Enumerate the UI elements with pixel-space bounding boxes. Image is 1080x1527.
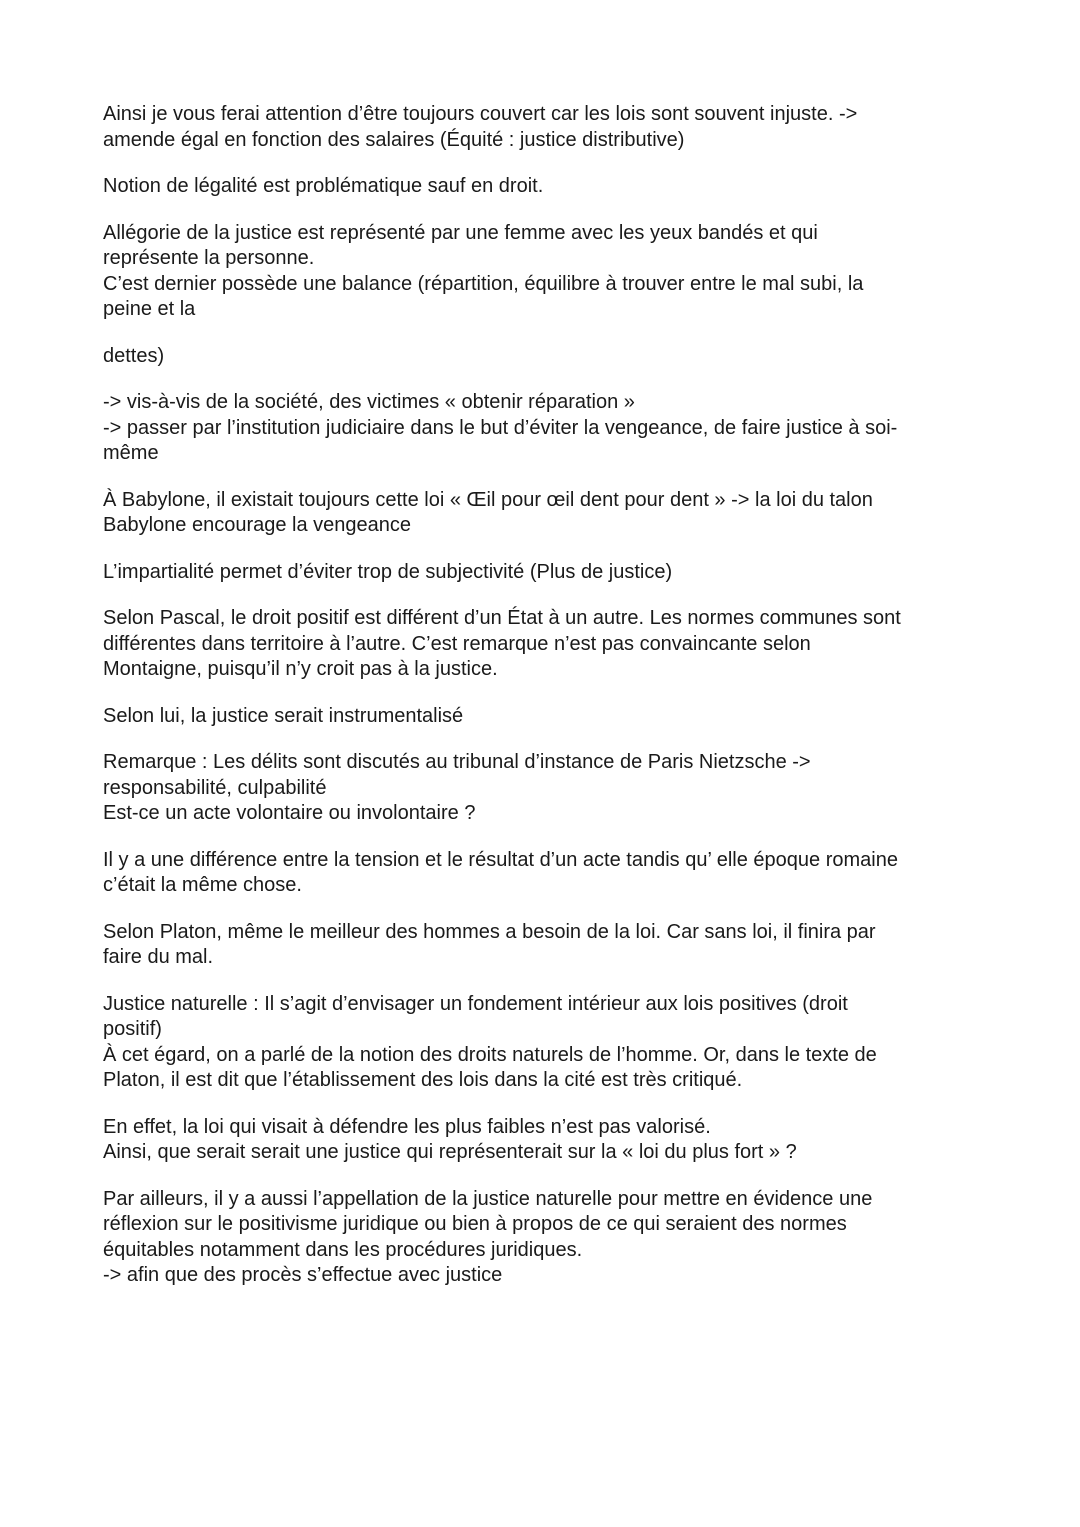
paragraph-9 bbox=[103, 704, 1003, 730]
text-line: Ainsi je vous ferai attention d’être toujours couvert car les lois sont souvent injuste. -> bbox=[103, 103, 858, 125]
paragraph-15 bbox=[103, 1187, 1003, 1289]
paragraph-11 bbox=[103, 848, 1003, 899]
text-line: réflexion sur le positivisme juridique ou bien à propos de ce qui seraient des normes bbox=[103, 1213, 847, 1235]
text-line: équitables notamment dans les procédures juridiques. bbox=[103, 1238, 583, 1261]
text-line: même bbox=[103, 442, 159, 464]
text-line: Par ailleurs, il y a aussi l’appellation de la justice naturelle pour mettre en évidence une bbox=[103, 1187, 873, 1210]
paragraph-13 bbox=[103, 992, 1003, 1094]
document-page bbox=[103, 102, 1003, 1310]
text-line: Remarque : Les délits sont discutés au tribunal d’instance de Paris Nietzsche -> bbox=[103, 751, 811, 773]
text-line: Platon, il est dit que l’établissement des lois dans la cité est très critiqué. bbox=[103, 1069, 743, 1091]
text-line: c’était la même chose. bbox=[103, 874, 302, 896]
paragraph-7 bbox=[103, 560, 1003, 586]
text-line: -> passer par l’institution judiciaire dans le but d’éviter la vengeance, de faire justice à soi- bbox=[103, 416, 898, 439]
paragraph-10 bbox=[103, 750, 1003, 827]
text-line: -> afin que des procès s’effectue avec justice bbox=[103, 1264, 503, 1286]
text-line: Justice naturelle : Il s’agit d’envisager un fondement intérieur aux lois positives (droit bbox=[103, 992, 848, 1015]
text-line: En effet, la loi qui visait à défendre les plus faibles n’est pas valorisé. bbox=[103, 1115, 711, 1138]
text-line: À cet égard, on a parlé de la notion des droits naturels de l’homme. Or, dans le texte de bbox=[103, 1043, 877, 1066]
paragraph-1 bbox=[103, 102, 1003, 153]
paragraph-4 bbox=[103, 344, 1003, 370]
text-line: positif) bbox=[103, 1018, 162, 1040]
text-line: -> vis-à-vis de la société, des victimes « obtenir réparation » bbox=[103, 391, 635, 413]
paragraph-6 bbox=[103, 488, 1003, 539]
text-line: représente la personne. bbox=[103, 247, 315, 269]
paragraph-8 bbox=[103, 606, 1003, 683]
paragraph-5 bbox=[103, 390, 1003, 467]
text-line: Montaigne, puisqu’il n’y croit pas à la justice. bbox=[103, 658, 498, 680]
text-line: Selon Platon, même le meilleur des hommes a besoin de la loi. Car sans loi, il finira par bbox=[103, 920, 876, 943]
text-line: C’est dernier possède une balance (répartition, équilibre à trouver entre le mal subi, la bbox=[103, 272, 864, 295]
text-line: Selon Pascal, le droit positif est différent d’un État à un autre. Les normes communes sont bbox=[103, 607, 901, 629]
text-line: L’impartialité permet d’éviter trop de subjectivité (Plus de justice) bbox=[103, 560, 673, 583]
paragraph-12 bbox=[103, 920, 1003, 971]
text-line: amende égal en fonction des salaires (Équité : justice distributive) bbox=[103, 128, 685, 151]
text-line: Allégorie de la justice est représenté par une femme avec les yeux bandés et qui bbox=[103, 221, 818, 244]
text-line: Notion de légalité est problématique sauf en droit. bbox=[103, 175, 544, 197]
text-line: Est-ce un acte volontaire ou involontaire ? bbox=[103, 802, 476, 824]
text-line: dettes) bbox=[103, 344, 165, 367]
text-line: peine et la bbox=[103, 298, 196, 320]
text-line: Selon lui, la justice serait instrumentalisé bbox=[103, 704, 464, 727]
text-line: À Babylone, il existait toujours cette loi « Œil pour œil dent pour dent » -> la loi du talon bbox=[103, 488, 873, 511]
paragraph-2 bbox=[103, 174, 1003, 200]
text-line: Il y a une différence entre la tension et le résultat d’un acte tandis qu’ elle époque romaine bbox=[103, 848, 898, 871]
text-line: Ainsi, que serait serait une justice qui représenterait sur la « loi du plus fort » ? bbox=[103, 1141, 797, 1163]
text-line: faire du mal. bbox=[103, 946, 214, 968]
text-line: responsabilité, culpabilité bbox=[103, 776, 327, 799]
text-line: Babylone encourage la vengeance bbox=[103, 514, 412, 536]
text-line: différentes dans territoire à l’autre. C’est remarque n’est pas convaincante selon bbox=[103, 632, 811, 655]
paragraph-3 bbox=[103, 221, 1003, 323]
paragraph-14 bbox=[103, 1115, 1003, 1166]
